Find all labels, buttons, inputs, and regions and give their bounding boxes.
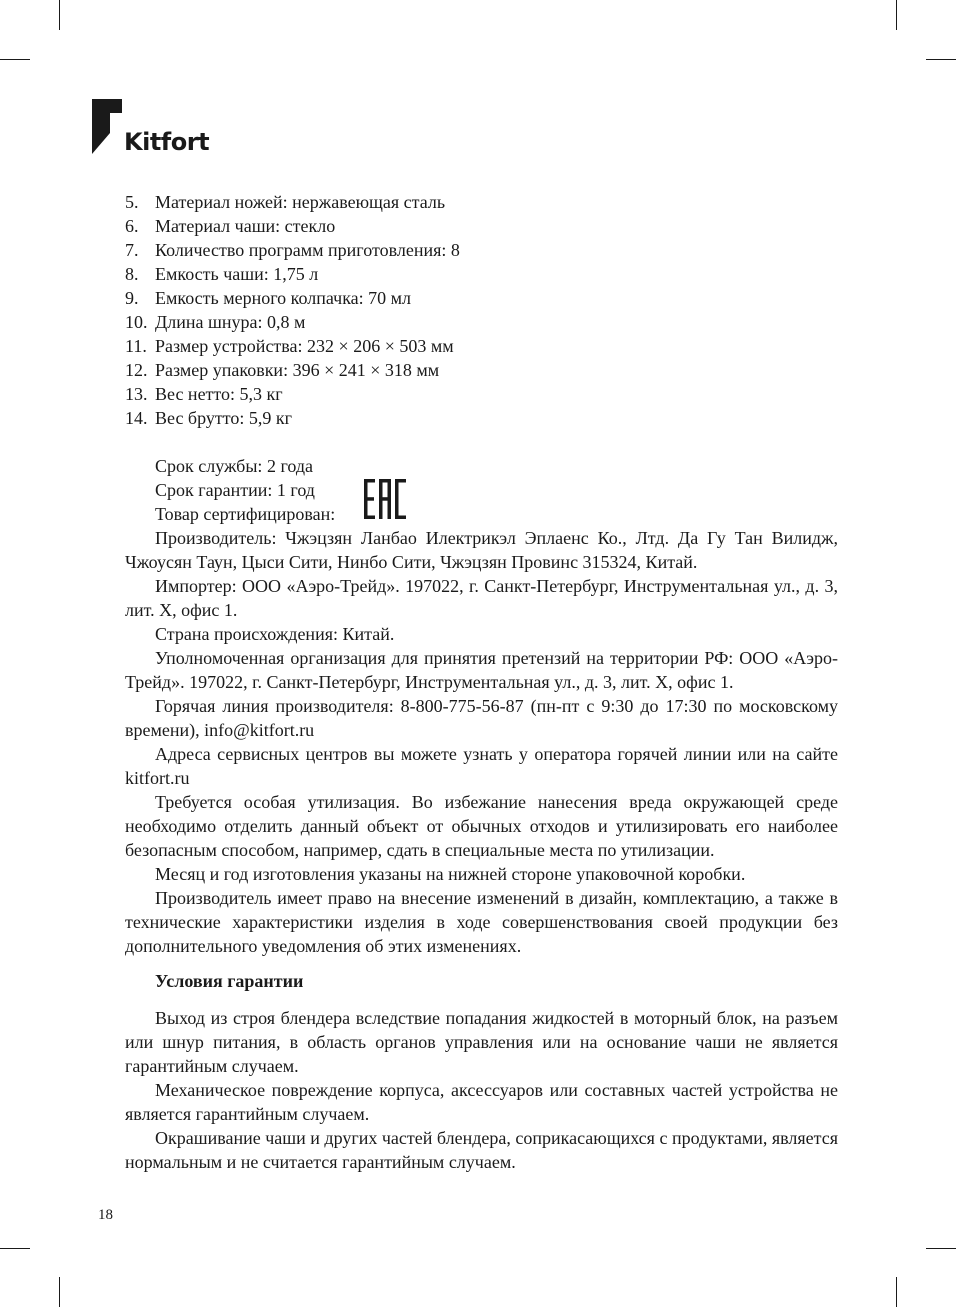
certification-label: Товар сертифицирован: [155, 504, 336, 524]
service-life: Срок службы: 2 года [155, 456, 314, 476]
list-item: 6. Материал чаши: стекло [125, 216, 336, 236]
warranty-heading: Условия гарантии [155, 971, 304, 991]
document-body [125, 526, 838, 1174]
list-item: 12. Размер упаковки: 396 × 241 × 318 мм [125, 360, 440, 380]
spec-list [125, 190, 460, 430]
page-number: 18 [98, 1207, 113, 1223]
warranty-period: Срок гарантии: 1 год [155, 480, 315, 500]
hotline-paragraph: Горячая линия производителя: 8-800-775-56-87 (пн-пт с 9:30 до 17:30 по московскому времени), info@kitfort.ru [125, 696, 838, 740]
eac-certification-icon [364, 479, 406, 519]
crop-mark [926, 59, 956, 60]
brand-name: Kitfort [124, 128, 210, 156]
kitfort-logo-icon [92, 99, 122, 154]
crop-mark [0, 59, 30, 60]
list-item: 8. Емкость чаши: 1,75 л [125, 264, 319, 284]
product-info [155, 454, 335, 526]
crop-mark [896, 0, 897, 30]
changes-paragraph: Производитель имеет право на внесение изменений в дизайн, комплектацию, а также в технические характеристики изделия в ходе совершенствования своей продукции без дополнительного уведомления об этих изменениях. [125, 888, 838, 956]
list-item: 9. Емкость мерного колпачка: 70 мл [125, 288, 412, 308]
country-paragraph: Страна происхождения: Китай. [155, 624, 395, 644]
kitfort-logo [92, 99, 209, 154]
warranty-paragraph: Механическое повреждение корпуса, аксессуаров или составных частей устройства не является гарантийным случаем. [125, 1080, 838, 1124]
crop-mark [926, 1248, 956, 1249]
warranty-paragraph: Выход из строя блендера вследствие попадания жидкостей в моторный блок, на разъем или шнур питания, в область органов управления или на основание чаши не является гарантийным случаем. [125, 1008, 838, 1076]
crop-mark [59, 0, 60, 30]
list-item: 11. Размер устройства: 232 × 206 × 503 мм [125, 336, 454, 356]
crop-mark [0, 1248, 30, 1249]
crop-mark [896, 1277, 897, 1307]
list-item: 14. Вес брутто: 5,9 кг [125, 408, 292, 428]
list-item: 10. Длина шнура: 0,8 м [125, 312, 306, 332]
warranty-paragraph: Окрашивание чаши и других частей блендера, соприкасающихся с продуктами, является нормальным и не считается гарантийным случаем. [125, 1128, 838, 1172]
service-centers-paragraph: Адреса сервисных центров вы можете узнать у оператора горячей линии или на сайте kitfort.ru [125, 744, 838, 788]
manufacture-date-paragraph: Месяц и год изготовления указаны на нижней стороне упаковочной коробки. [155, 864, 746, 884]
manufacturer-paragraph: Производитель: Чжэцзян Ланбао Илектрикэл Эплаенс Ко., Лтд. Да Гу Тан Вилидж, Чжоусян Таун, Цыси Сити, Нинбо Сити, Чжэцзян Провинс 315324, Китай. [125, 528, 838, 572]
importer-paragraph: Импортер: ООО «Аэро-Трейд». 197022, г. Санкт-Петербург, Инструментальная ул., д. 3, лит. Х, офис 1. [125, 576, 838, 620]
disposal-paragraph: Требуется особая утилизация. Во избежание нанесения вреда окружающей среде необходимо отделить данный объект от обычных отходов и утилизировать его наиболее безопасным способом, например, сдать в специальные места по утилизации. [125, 792, 838, 860]
list-item: 5. Материал ножей: нержавеющая сталь [125, 192, 446, 212]
list-item: 7. Количество программ приготовления: 8 [125, 240, 460, 260]
list-item: 13. Вес нетто: 5,3 кг [125, 384, 283, 404]
authorized-org-paragraph: Уполномоченная организация для принятия претензий на территории РФ: ООО «Аэро-Трейд». 197022, г. Санкт-Петербург, Инструментальная ул., д. 3, лит. Х, офис 1. [125, 648, 838, 692]
crop-mark [59, 1277, 60, 1307]
